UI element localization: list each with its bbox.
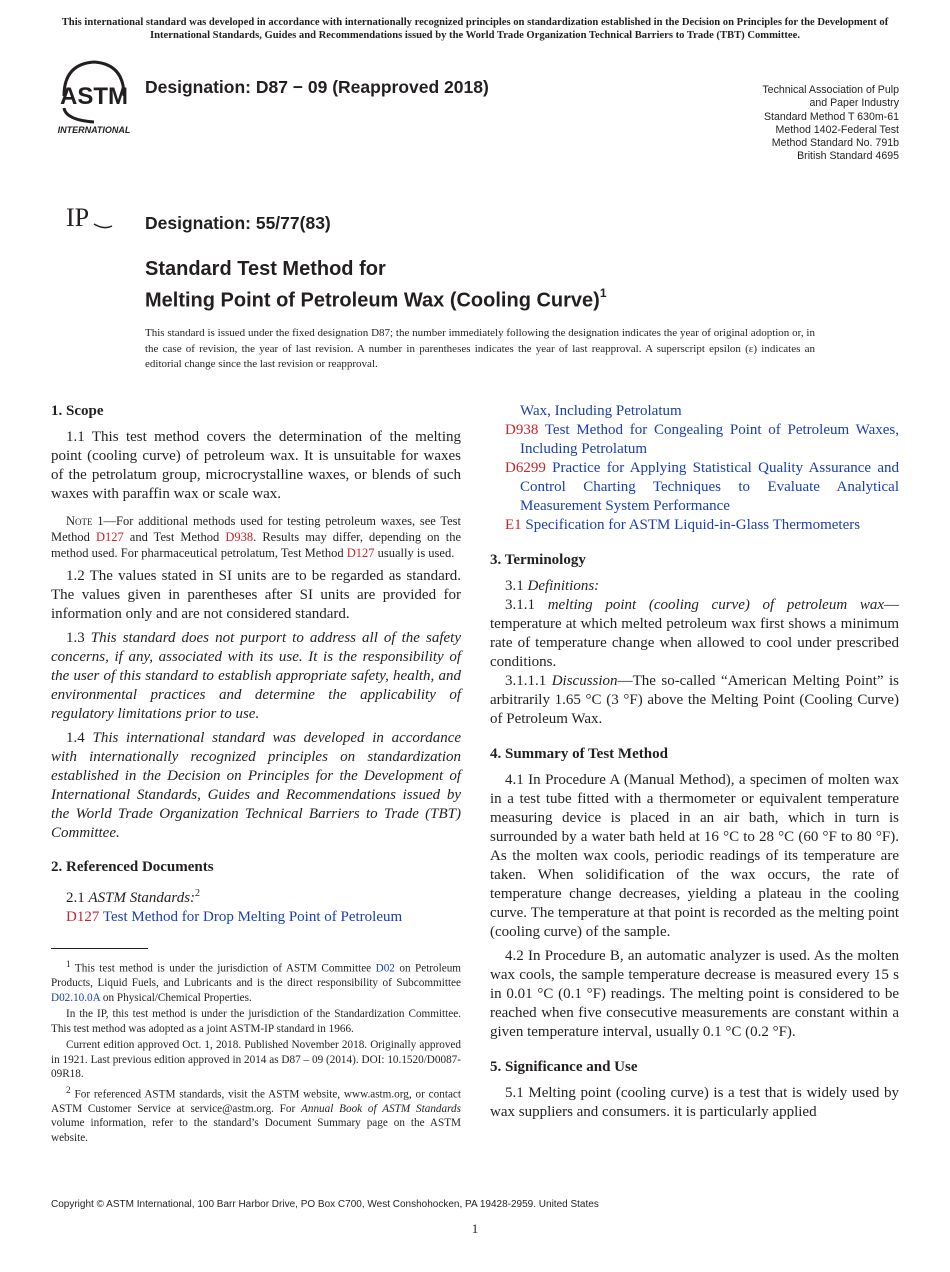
reference-d938[interactable]: D938 Test Method for Congealing Point of Petroleum Waxes, Including Petrolatum: [505, 422, 899, 457]
link-d127[interactable]: D127: [95, 530, 124, 544]
ip-logo: [64, 204, 114, 234]
tappi-line: British Standard 4695: [797, 150, 899, 163]
reference-e1[interactable]: E1 Specification for ASTM Liquid-in-Glass Thermometers: [505, 517, 861, 533]
footnote-1: $^1$ This test method is under the jurisdiction of ASTM Committee D02 on Petroleum Products, Liquid Fuels, and Lubricants and is the direct responsibility of Subcommittee D02.10.0A on Physical/Chemical Properties.: [51, 960, 461, 1004]
footnote-2: $^2$ For referenced ASTM standards, visit the ASTM website, www.astm.org, or contact ASTM Customer Service at service@astm.org. For Annual Book of ASTM Standards volume information, refer to the standard’s Document Summary page on the ASTM website.: [51, 1085, 461, 1144]
paragraph-1-1: 1.1 This test method covers the determination of the melting point (cooling curve) of petroleum wax. It is unsuitable for waxes of the petrolatum group, microcrystalline waxes, or blends of such waxes with paraffin wax or scale wax.: [51, 429, 461, 502]
tappi-line: Standard Method T 630m-61: [763, 110, 899, 123]
paragraph-5-1: 5.1 Melting point (cooling curve) is a test that is widely used by wax suppliers and consumers. it is particularly applied: [490, 1085, 899, 1120]
tappi-line: and Paper Industry: [809, 97, 899, 110]
tappi-references: [762, 84, 899, 164]
astm-international-text: INTERNATIONAL: [57, 125, 131, 135]
paragraph-3-1-1: 3.1.1 melting point (cooling curve) of petroleum wax—temperature at which melted petroleum wax first shows a minimum rate of temperature change when allowed to cool under prescribed conditions.: [490, 597, 900, 670]
paragraph-2-1: 2.1 ASTM Standards:$^2$: [66, 888, 201, 906]
paragraph-1-4: 1.4 This international standard was developed in accordance with internationally recognized principles on standardization established in the Decision on Principles for the Development of International Standards, Guides and Recommendations issued by the World Trade Organization Technical Barriers to Trade (TBT) Committee.: [51, 730, 462, 841]
issued-notice: This standard is issued under the fixed designation D87; the number immediately following the designation indicates the year of original adoption or, in the case of revision, the year of last revision. A number in parentheses indicates the year of last reapproval. A superscript epsilon (ε) indicates an editorial change since the last revision or reapproval.: [145, 327, 815, 370]
top-notice: This international standard was developed in accordance with internationally recognized principles on standardization established in the Decision on Principles for the Development of International Standards, Guides and Recommendations issued by the World Trade Organization Technical Barriers to Trade (TBT) Committee.: [61, 17, 889, 41]
designation-ip: Designation: 55/77(83): [145, 213, 331, 233]
left-column: [51, 402, 461, 927]
designation: Designation: D87 − 09 (Reapproved 2018): [145, 77, 489, 97]
paragraph-4-1: 4.1 In Procedure A (Manual Method), a specimen of molten wax in a test tube fitted with a thermometer or equivalent temperature measuring device is placed in an air bath, which in turn is surrounded by a water bath held at 16 °C to 28 °C (60 °F to 80 °F). As the molten wax cools, periodic readings of its temperature are taken. When solidification of the wax occurs, the rate of temperature change decreases, yielding a plateau in the cooling curve. The temperature at that point is recorded as the melting point (cooling curve) of the sample.: [490, 772, 899, 940]
footnote-divider: [51, 948, 148, 949]
section-scope-heading: 1. Scope: [51, 403, 104, 419]
paragraph-1-2: 1.2 The values stated in SI units are to be regarded as standard. The values given in parentheses after SI units are provided for information only and are not considered standard.: [51, 568, 461, 622]
ip-logo-text: IP: [66, 204, 90, 232]
right-column: [490, 402, 899, 1122]
copyright: Copyright © ASTM International, 100 Barr Harbor Drive, PO Box C700, West Conshohocken, PA 19428-2959. United States: [51, 1199, 599, 1210]
link-d02[interactable]: D02: [375, 962, 395, 975]
document-title: [145, 256, 607, 314]
footnote-1-ip: In the IP, this test method is under the jurisdiction of the Standardization Committee. This test method was adopted as a joint ASTM-IP standard in 1966.: [51, 1008, 461, 1035]
link-d02-10-0a[interactable]: D02.10.0A: [51, 991, 101, 1004]
paragraph-3-1-1-1: 3.1.1.1 Discussion—The so-called “American Melting Point” is arbitrarily 1.65 °C (3 °F) above the Melting Point (Cooling Curve) of Petroleum Wax.: [490, 673, 899, 727]
paragraph-3-1: 3.1 Definitions:: [505, 578, 600, 594]
section-significance-heading: 5. Significance and Use: [490, 1059, 638, 1075]
paragraph-1-3: 1.3 This standard does not purport to address all of the safety concerns, if any, associated with its use. It is the responsibility of the user of this standard to establish appropriate safety, health, and environmental practices and determine the applicability of regulatory limitations prior to use.: [51, 630, 461, 722]
link-d127[interactable]: D127: [346, 546, 375, 560]
title-footnote-mark: 1: [599, 286, 607, 300]
reference-d6299[interactable]: D6299 Practice for Applying Statistical Quality Assurance and Control Charting Techniques to Evaluate Analytical Measurement System Performance: [505, 460, 899, 514]
tappi-line: Method 1402-Federal Test: [775, 123, 899, 136]
link-d938[interactable]: D938: [225, 530, 254, 544]
page-number: 1: [471, 1221, 479, 1236]
reference-d127[interactable]: D127 Test Method for Drop Melting Point of Petroleum: [66, 909, 403, 925]
section-refdocs-heading: 2. Referenced Documents: [51, 859, 214, 875]
paragraph-4-2: 4.2 In Procedure B, an automatic analyzer is used. As the molten wax cools, the sample temperature decrease is measured every 15 s in 0.01 °C (0.1 °F) readings. The melting point is considered to be reached when five consecutive measurements are constant within a given temperature interval, usually 0.1 °C (0.2 °F).: [490, 948, 899, 1040]
title-line-1: Standard Test Method for: [145, 258, 386, 280]
footnotes: [51, 958, 461, 1145]
note-1: Note 1—For additional methods used for testing petroleum waxes, see Test Method D127 and Test Method D938. Results may differ, depending on the method used. For pharmaceutical petrolatum, Test Method D127 usually is used.: [51, 514, 461, 560]
tappi-line: Method Standard No. 791b: [771, 137, 899, 150]
footnote-1-edition: Current edition approved Oct. 1, 2018. Published November 2018. Originally approved in 1921. Last previous edition approved in 2014 as D87 – 09 (2014). DOI: 10.1520/D0087-09R18.: [51, 1039, 461, 1081]
astm-logo: [52, 56, 136, 136]
section-summary-heading: 4. Summary of Test Method: [490, 746, 668, 762]
astm-logo-text: ASTM: [60, 83, 128, 110]
title-line-2: Melting Point of Petroleum Wax (Cooling Curve)$^1$: [145, 286, 607, 312]
section-terminology-heading: 3. Terminology: [490, 552, 586, 568]
reference-d127-continued[interactable]: Wax, Including Petrolatum: [520, 403, 682, 419]
tappi-line: Technical Association of Pulp: [762, 84, 899, 96]
